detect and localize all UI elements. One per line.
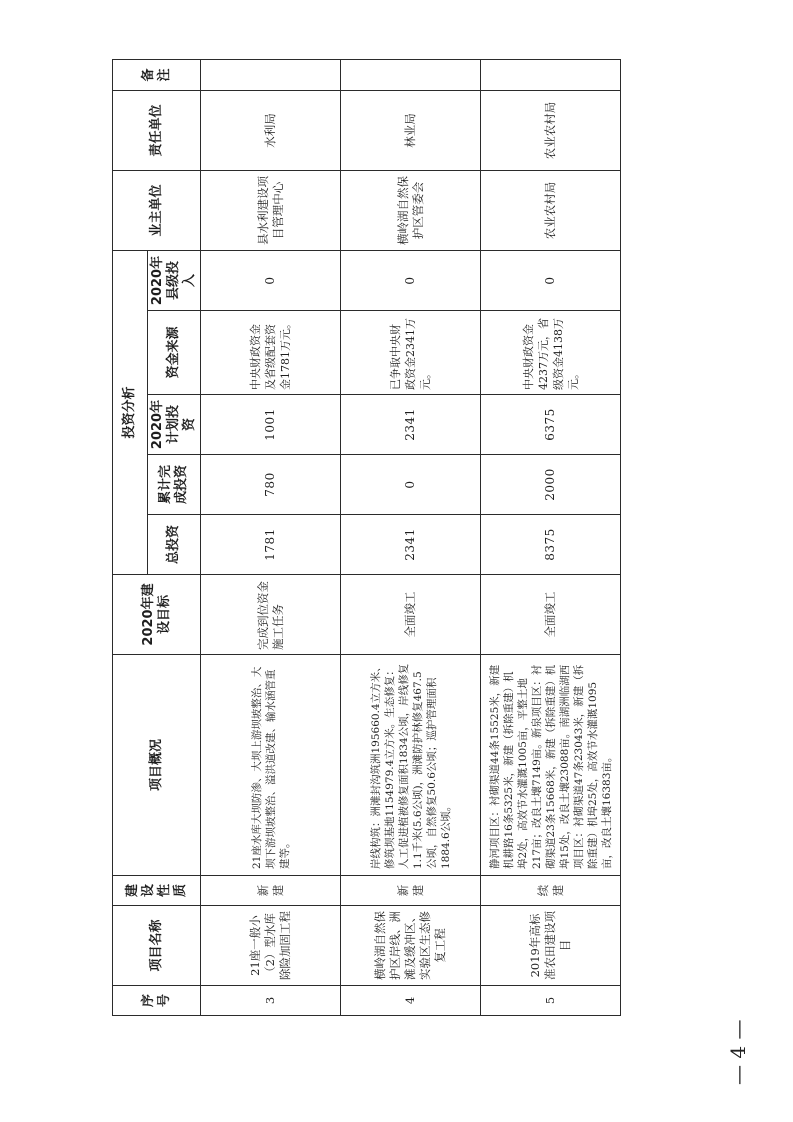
- cell-project-name: 21座一般小（2）型水库除险加固工程: [201, 906, 341, 986]
- rotated-table-wrapper: [112, 60, 612, 1016]
- cell-seq: 4: [341, 986, 481, 1016]
- cell-target: 完成到位资金施工任务: [201, 575, 341, 655]
- header-2020-target: 2020年建设目标: [113, 575, 201, 655]
- cell-total-investment: 2341: [341, 515, 481, 575]
- cell-funding-source: 中央财政资金4237万元，省级资金4138万元。: [481, 311, 621, 395]
- cell-nature: 新建: [201, 876, 341, 906]
- header-completed-investment: 累计完成投资: [148, 455, 201, 515]
- header-construction-nature: 建设性质: [113, 876, 201, 906]
- header-funding-source: 资金来源: [148, 311, 201, 395]
- cell-total-investment: 1781: [201, 515, 341, 575]
- investment-table: [112, 59, 621, 1016]
- header-project-name: 项目名称: [113, 906, 201, 986]
- cell-county-investment: 0: [201, 251, 341, 311]
- cell-funding-source: 已争取中央财政资金2341万元。: [341, 311, 481, 395]
- cell-responsible-unit: 水利局: [201, 91, 341, 171]
- cell-seq: 3: [201, 986, 341, 1016]
- header-investment-analysis: 投资分析: [113, 251, 148, 575]
- cell-target: 全面竣工: [341, 575, 481, 655]
- cell-funding-source: 中央财政资金及省级配套资金1781万元。: [201, 311, 341, 395]
- cell-plan-investment: 6375: [481, 395, 621, 455]
- header-project-overview: 项目概况: [113, 655, 201, 876]
- cell-county-investment: 0: [481, 251, 621, 311]
- table-row: [341, 60, 481, 1016]
- header-county-investment: 2020年县级投入: [148, 251, 201, 311]
- cell-remarks: [481, 60, 621, 91]
- header-responsible-unit: 责任单位: [113, 91, 201, 171]
- cell-owner-unit: 横岭湖自然保护区管委会: [341, 171, 481, 251]
- cell-responsible-unit: 林业局: [341, 91, 481, 171]
- cell-target: 全面竣工: [481, 575, 621, 655]
- cell-seq: 5: [481, 986, 621, 1016]
- header-seq: 序号: [113, 986, 201, 1016]
- cell-completed-investment: 780: [201, 455, 341, 515]
- header-total-investment: 总投资: [148, 515, 201, 575]
- cell-plan-investment: 1001: [201, 395, 341, 455]
- table-row: [481, 60, 621, 1016]
- cell-owner-unit: 农业农村局: [481, 171, 621, 251]
- cell-plan-investment: 2341: [341, 395, 481, 455]
- table-row: [201, 60, 341, 1016]
- cell-county-investment: 0: [341, 251, 481, 311]
- page-number: — 4 —: [726, 1019, 750, 1085]
- cell-nature: 续建: [481, 876, 621, 906]
- cell-completed-investment: 0: [341, 455, 481, 515]
- cell-owner-unit: 县水利建设项目管理中心: [201, 171, 341, 251]
- cell-total-investment: 8375: [481, 515, 621, 575]
- cell-project-name: 2019年高标准农田建设项目: [481, 906, 621, 986]
- header-owner-unit: 业主单位: [113, 171, 201, 251]
- header-remarks: 备注: [113, 60, 201, 91]
- cell-overview: 岸线构筑：洲滩封沟筑洲195660.4立方米、修筑坝基地1154979.4立方米。生态修复：人工促进植被修复面积1834公顷，岸线修复1.1千米(5.6公顷)，洲滩防护林修复467.5公顷，自然修复50.6公顷；巡护管理面积1884.6公顷。: [341, 655, 481, 876]
- cell-nature: 新建: [341, 876, 481, 906]
- header-2020-plan-investment: 2020年计划投资: [148, 395, 201, 455]
- cell-remarks: [201, 60, 341, 91]
- cell-project-name: 横岭湖自然保护区岸线、洲滩及缓冲区、实验区生态修复工程: [341, 906, 481, 986]
- cell-overview: 静河项目区：衬砌渠道44条15525米，新建机耕路16条5325米，新建（拆除重建）机埠2处，高效节水灌溉1005亩，平整土地217亩；改良土壤7149亩。新泉项目区：衬砌渠道23条15668米，新建（拆除重建）机埠15处，改良土壤23088亩。南湖洲临湖西项目区：衬砌渠道47条23043米，新建（拆除重建）机埠25处，高效节水灌溉1095亩，改良土壤16383亩。: [481, 655, 621, 876]
- cell-completed-investment: 2000: [481, 455, 621, 515]
- cell-responsible-unit: 农业农村局: [481, 91, 621, 171]
- header-row-top: [113, 60, 148, 1016]
- cell-remarks: [341, 60, 481, 91]
- cell-overview: 21座水库大坝防渗、大坝上游坝坡整治、大坝下游坝坡整治、溢洪道改建、输水涵管重建等。: [201, 655, 341, 876]
